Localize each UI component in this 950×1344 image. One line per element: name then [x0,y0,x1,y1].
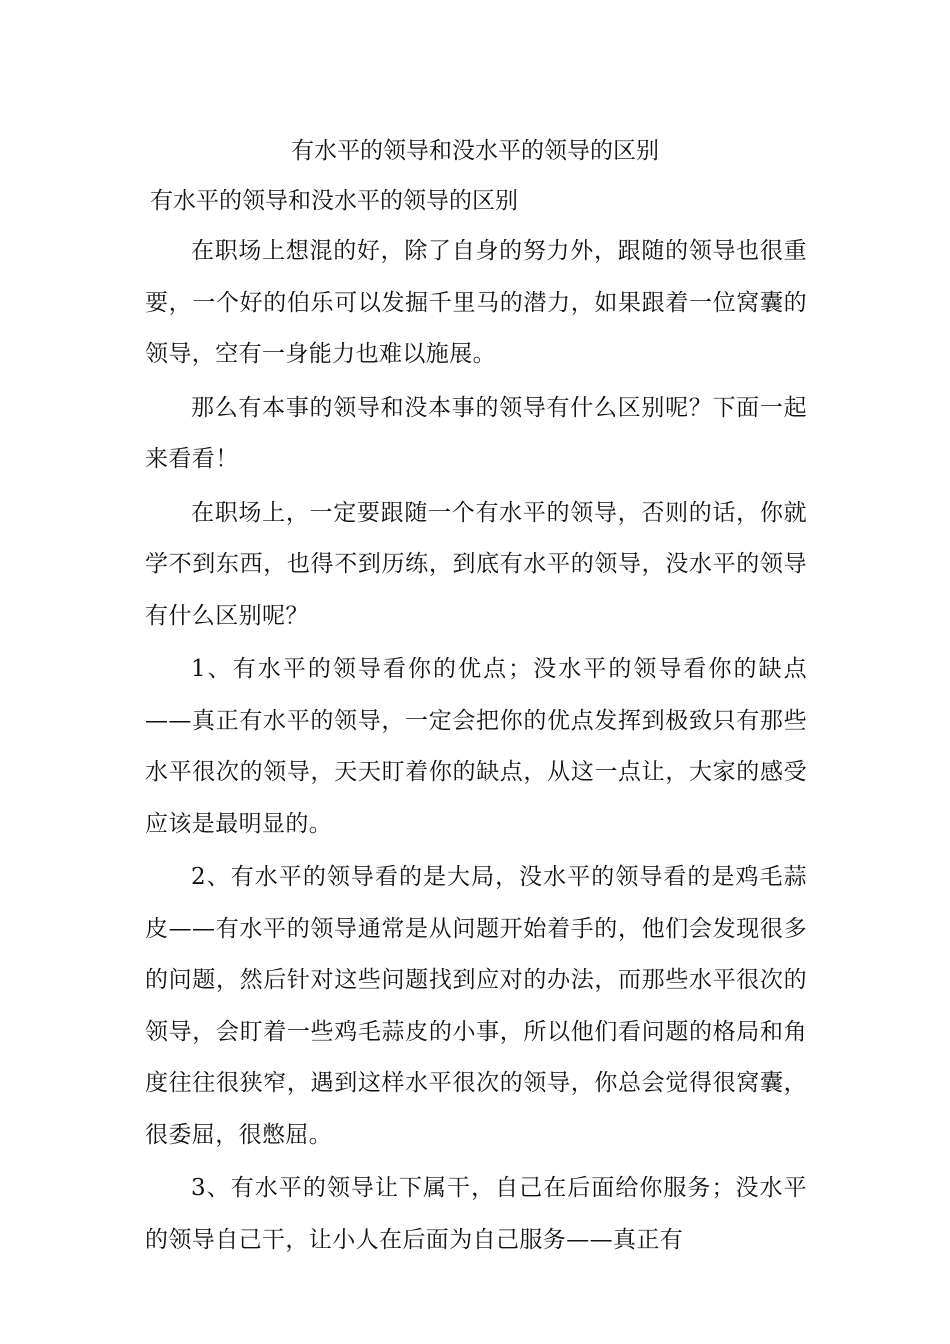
paragraph-point-3: 3、有水平的领导让下属干，自己在后面给你服务；没水平的领导自己干，让小人在后面为自己服务——真正有 [145,1175,807,1253]
paragraph-point-2: 2、有水平的领导看的是大局，没水平的领导看的是鸡毛蒜皮——有水平的领导通常是从问题开始着手的，他们会发现很多的问题，然后针对这些问题找到应对的办法，而那些水平很次的领导，会盯着一些鸡毛蒜皮的小事，所以他们看问题的格局和角度往往很狭窄，遇到这样水平很次的领导，你总会觉得很窝囊，很委屈，很憋屈。 [145,864,807,1148]
paragraph-question: 那么有本事的领导和没本事的领导有什么区别呢？下面一起来看看！ [145,394,807,472]
paragraph-point-1: 1、有水平的领导看你的优点；没水平的领导看你的缺点——真正有水平的领导，一定会把你的优点发挥到极致只有那些水平很次的领导，天天盯着你的缺点，从这一点让，大家的感受应该是最明显的。 [145,656,807,837]
document-subtitle: 有水平的领导和没水平的领导的区别 [150,188,518,214]
document-title: 有水平的领导和没水平的领导的区别 [291,138,659,164]
document-body [145,226,807,1268]
paragraph-intro: 在职场上想混的好，除了自身的努力外，跟随的领导也很重要，一个好的伯乐可以发掘千里马的潜力，如果跟着一位窝囊的领导，空有一身能力也难以施展。 [145,238,807,367]
paragraph-context: 在职场上，一定要跟随一个有水平的领导，否则的话，你就学不到东西，也得不到历练，到底有水平的领导，没水平的领导有什么区别呢？ [145,499,807,629]
